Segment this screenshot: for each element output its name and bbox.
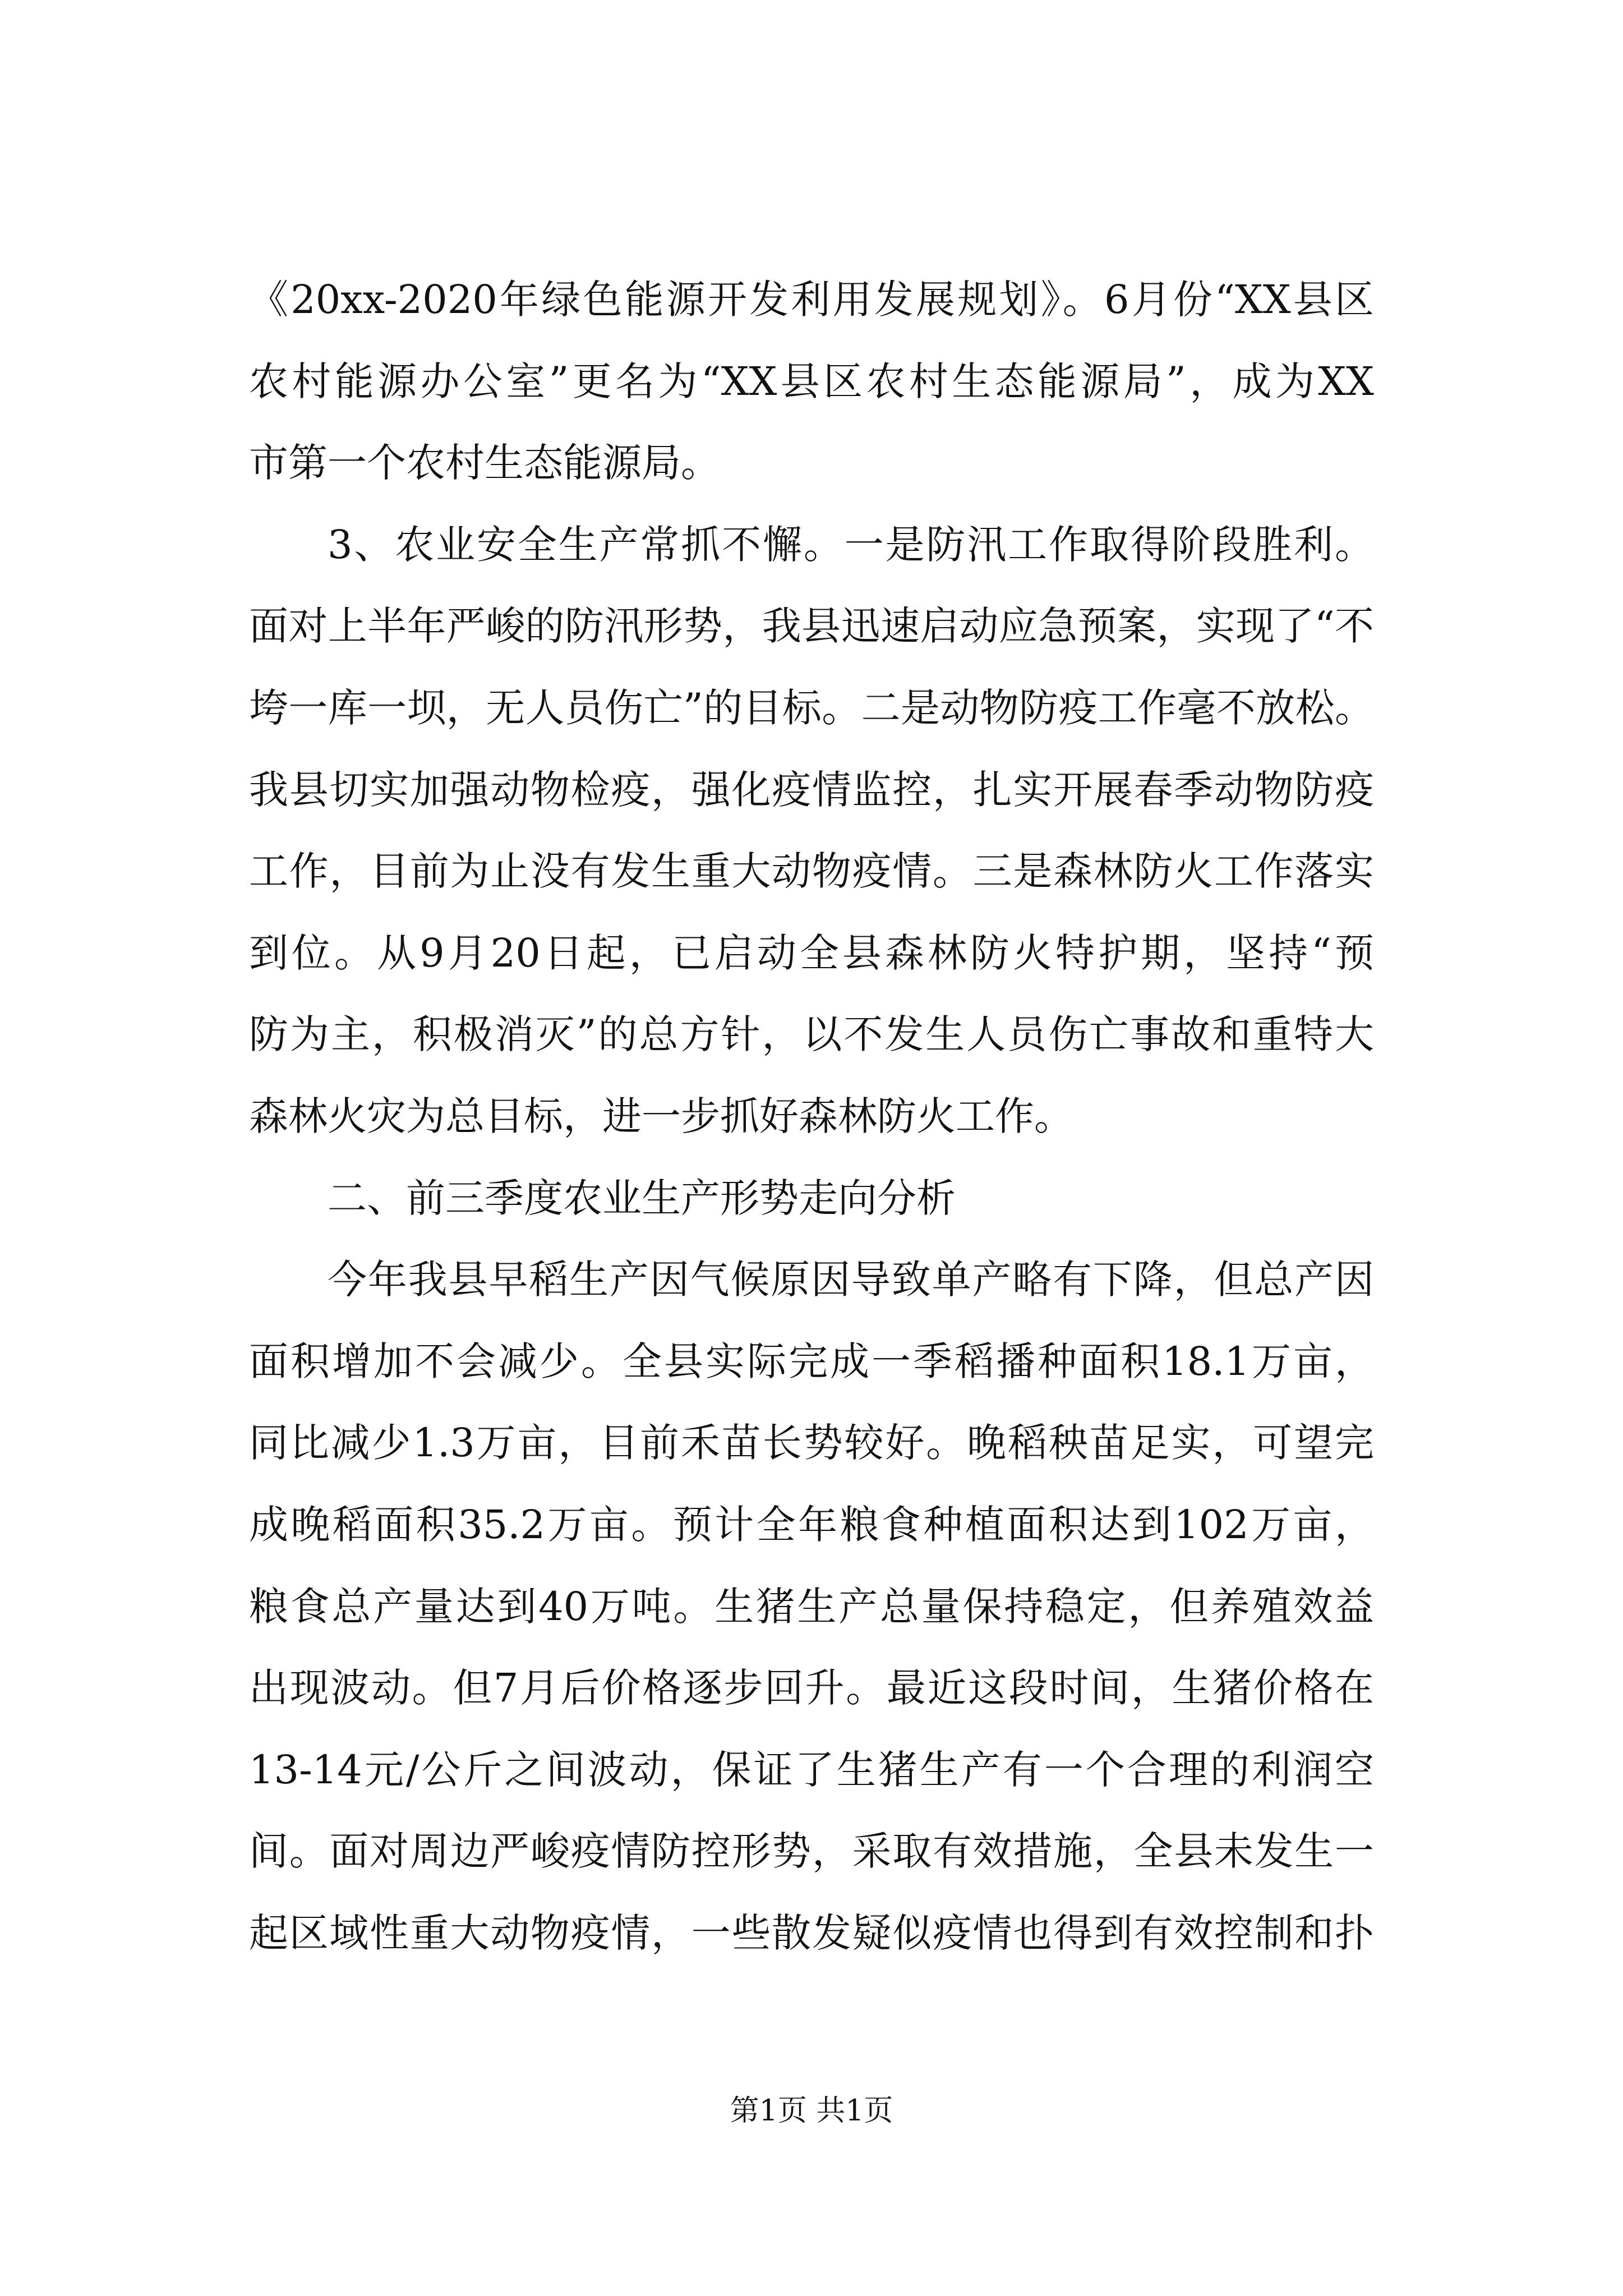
text-line: 市第一个农村生态能源局。: [249, 440, 720, 486]
text-line: 《20xx-2020年绿色能源开发利用发展规划》。6月份“XX县区: [249, 277, 1374, 323]
text-line: 面积增加不会减少。全县实际完成一季稻播种面积18.1万亩，: [249, 1338, 1374, 1384]
text-line: 今年我县早稻生产因气候原因导致单产略有下降，但总产因: [328, 1257, 1374, 1303]
text-line: 防为主，积极消灭”的总方针，以不发生人员伤亡事故和重特大: [249, 1011, 1374, 1058]
text-line: 3、农业安全生产常抓不懈。一是防汛工作取得阶段胜利。: [328, 521, 1374, 568]
text-line: 出现波动。但7月后价格逐步回升。最近这段时间，生猪价格在: [249, 1665, 1374, 1711]
text-line: 间。面对周边严峻疫情防控形势，采取有效措施，全县未发生一: [249, 1828, 1374, 1875]
section-heading: 二、前三季度农业生产形势走向分析: [328, 1175, 956, 1221]
text-line: 成晚稻面积35.2万亩。预计全年粮食种植面积达到102万亩，: [249, 1501, 1374, 1548]
text-line: 面对上半年严峻的防汛形势，我县迅速启动应急预案，实现了“不: [249, 603, 1374, 650]
page-footer: [0, 2091, 1623, 2131]
text-line: 13-14元/公斤之间波动，保证了生猪生产有一个合理的利润空: [249, 1746, 1374, 1793]
text-line: 粮食总产量达到40万吨。生猪生产总量保持稳定，但养殖效益: [249, 1583, 1374, 1630]
text-line: 到位。从9月20日起，已启动全县森林防火特护期，坚持“预: [249, 930, 1374, 976]
text-line: 森林火灾为总目标，进一步抓好森林防火工作。: [249, 1093, 1073, 1139]
text-line: 同比减少1.3万亩，目前禾苗长势较好。晚稻秧苗足实，可望完: [249, 1420, 1374, 1466]
text-line: 起区域性重大动物疫情，一些散发疑似疫情也得到有效控制和扑: [249, 1910, 1374, 1956]
text-line: 垮一库一坝，无人员伤亡”的目标。二是动物防疫工作毫不放松。: [249, 684, 1374, 731]
text-line: 工作，目前为止没有发生重大动物疫情。三是森林防火工作落实: [249, 848, 1374, 895]
document-body: [249, 259, 1374, 1974]
text-line: 农村能源办公室”更名为“XX县区农村生态能源局”，成为XX: [249, 358, 1374, 404]
text-line: 我县切实加强动物检疫，强化疫情监控，扎实开展春季动物防疫: [249, 766, 1374, 813]
page-number: 第1页 共1页: [730, 2094, 893, 2128]
